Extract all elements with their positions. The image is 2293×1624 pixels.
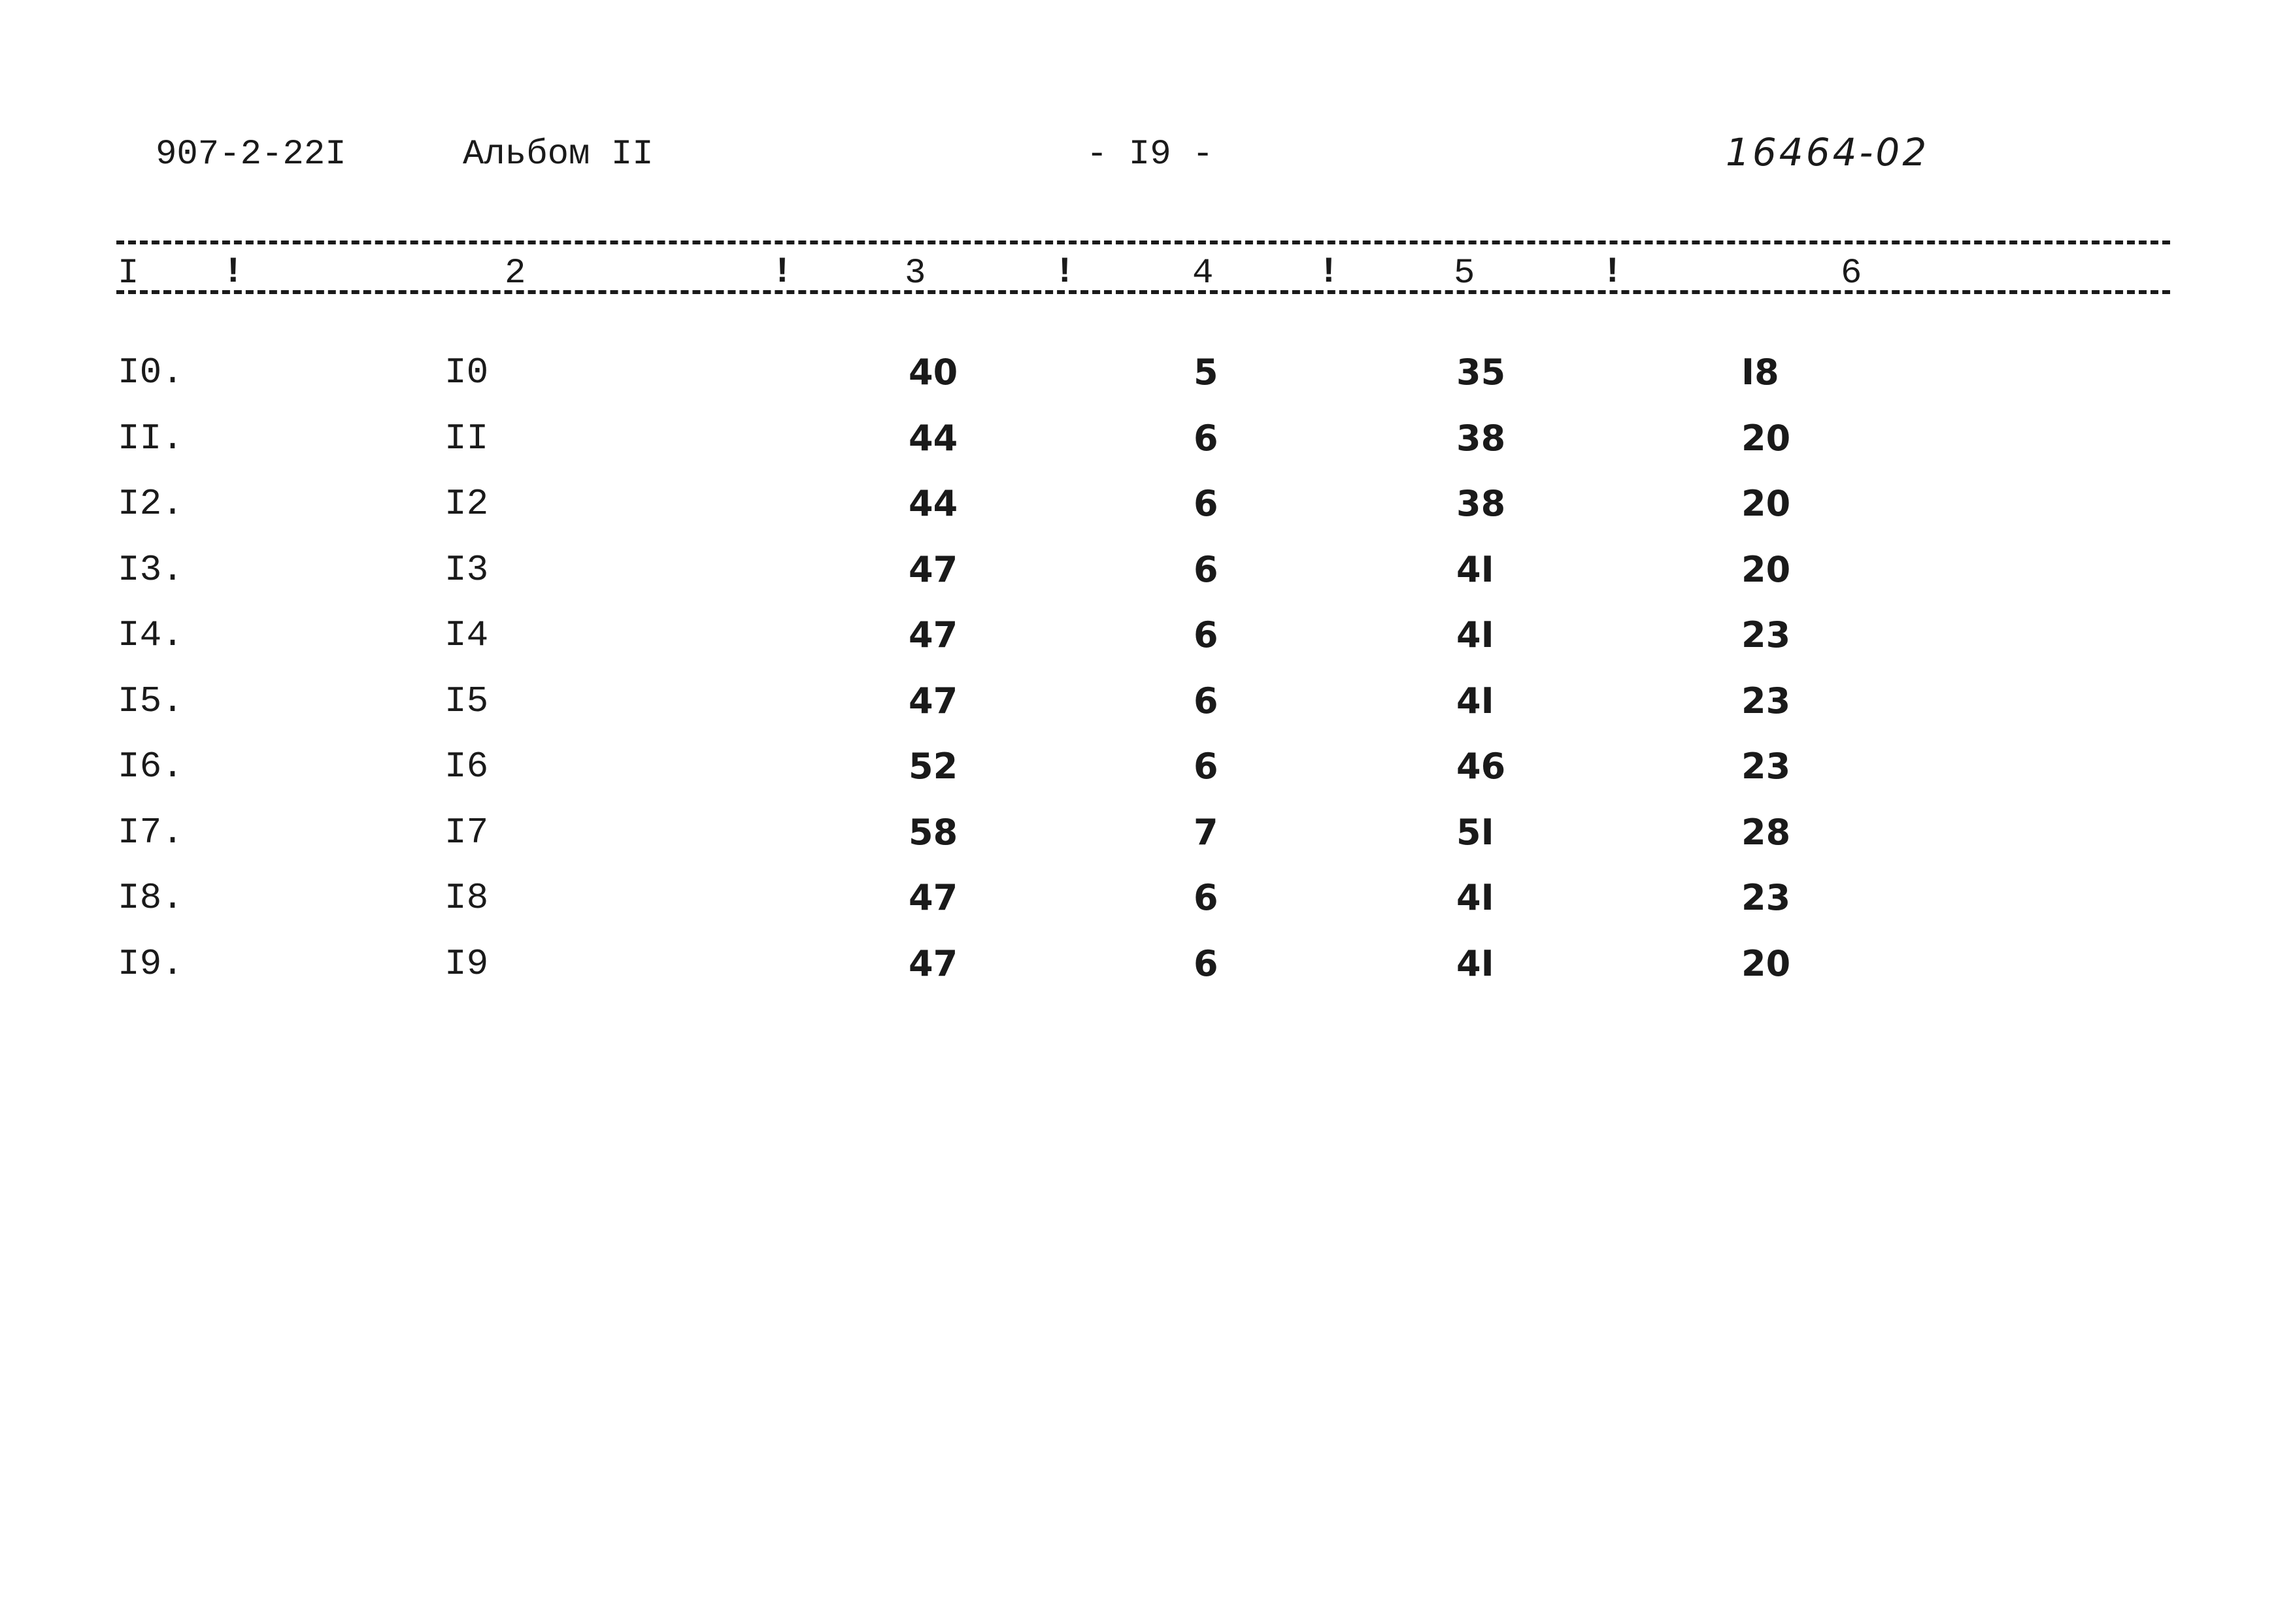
- cell-col-6: 28: [1741, 811, 1791, 853]
- column-separator: !: [771, 251, 794, 293]
- column-separator: !: [1318, 251, 1340, 293]
- cell-number: I7.: [118, 811, 184, 853]
- column-header-4: 4: [1192, 254, 1214, 293]
- column-header-3: 3: [905, 254, 926, 293]
- cell-col-6: 20: [1741, 942, 1791, 984]
- column-separator: !: [222, 251, 244, 293]
- cell-col-2: I0: [444, 352, 489, 393]
- cell-col-3: 47: [909, 877, 958, 918]
- cell-col-4: 6: [1194, 548, 1218, 590]
- cell-col-4: 5: [1194, 352, 1218, 393]
- table-row: [0, 877, 2293, 943]
- cell-col-6: 20: [1741, 483, 1791, 524]
- table-body: [0, 352, 2293, 1008]
- album-label: Альбом II: [463, 135, 654, 174]
- cell-number: I9.: [118, 942, 184, 985]
- cell-number: I4.: [118, 614, 184, 656]
- table-row: [0, 352, 2293, 418]
- table-row: [0, 418, 2293, 484]
- cell-col-6: 20: [1741, 548, 1791, 590]
- cell-col-4: 6: [1194, 746, 1218, 787]
- cell-number: I0.: [118, 352, 184, 393]
- document-code: 907-2-22I: [156, 135, 346, 174]
- cell-col-3: 47: [909, 680, 958, 721]
- cell-col-6: 23: [1741, 680, 1791, 721]
- cell-col-2: I9: [444, 942, 489, 985]
- cell-col-5: 4I: [1456, 548, 1494, 590]
- cell-number: I6.: [118, 746, 184, 787]
- cell-col-6: 23: [1741, 877, 1791, 918]
- cell-number: I5.: [118, 680, 184, 722]
- table-row: [0, 812, 2293, 878]
- table-row: [0, 746, 2293, 812]
- column-separator: !: [1054, 251, 1076, 293]
- cell-number: I3.: [118, 548, 184, 591]
- cell-col-2: I5: [444, 680, 489, 722]
- handwritten-document-id: 16464-02: [1726, 130, 1930, 174]
- cell-col-4: 7: [1194, 811, 1218, 853]
- cell-col-4: 6: [1194, 680, 1218, 721]
- cell-col-5: 4I: [1456, 614, 1494, 655]
- cell-col-5: 4I: [1456, 877, 1494, 918]
- cell-col-4: 6: [1194, 614, 1218, 655]
- table-header-bottom-rule: [116, 290, 2170, 294]
- column-header-6: 6: [1841, 254, 1862, 293]
- cell-col-3: 47: [909, 614, 958, 655]
- cell-col-5: 4I: [1456, 680, 1494, 721]
- cell-col-2: I3: [444, 548, 489, 591]
- cell-col-2: I8: [444, 877, 489, 919]
- cell-col-5: 35: [1456, 352, 1506, 393]
- cell-col-6: 23: [1741, 746, 1791, 787]
- table-header-top-rule: [116, 240, 2170, 244]
- cell-col-6: I8: [1741, 352, 1779, 393]
- table-row: [0, 943, 2293, 1009]
- cell-col-6: 20: [1741, 417, 1791, 459]
- cell-col-2: I4: [444, 614, 489, 656]
- page-number: - I9 -: [1086, 135, 1214, 174]
- cell-col-3: 47: [909, 942, 958, 984]
- cell-col-4: 6: [1194, 877, 1218, 918]
- column-header-5: 5: [1454, 254, 1475, 293]
- cell-number: I8.: [118, 877, 184, 919]
- column-header-2: 2: [505, 254, 526, 293]
- cell-col-3: 52: [909, 746, 958, 787]
- table-row: [0, 614, 2293, 680]
- column-header-1: I: [118, 254, 139, 293]
- cell-col-5: 38: [1456, 483, 1506, 524]
- cell-col-3: 47: [909, 548, 958, 590]
- cell-col-3: 44: [909, 417, 958, 459]
- cell-col-2: I6: [444, 746, 489, 787]
- cell-col-2: I7: [444, 811, 489, 853]
- cell-col-5: 5I: [1456, 811, 1494, 853]
- table-row: [0, 680, 2293, 746]
- table-row: [0, 549, 2293, 615]
- cell-col-5: 4I: [1456, 942, 1494, 984]
- cell-col-5: 46: [1456, 746, 1506, 787]
- cell-number: I2.: [118, 483, 184, 525]
- cell-col-5: 38: [1456, 417, 1506, 459]
- cell-col-4: 6: [1194, 483, 1218, 524]
- cell-col-3: 44: [909, 483, 958, 524]
- cell-col-4: 6: [1194, 942, 1218, 984]
- cell-number: II.: [118, 417, 184, 459]
- cell-col-6: 23: [1741, 614, 1791, 655]
- table-row: [0, 483, 2293, 549]
- cell-col-2: II: [444, 417, 489, 459]
- cell-col-3: 40: [909, 352, 958, 393]
- cell-col-4: 6: [1194, 417, 1218, 459]
- column-separator: !: [1601, 251, 1624, 293]
- cell-col-2: I2: [444, 483, 489, 525]
- cell-col-3: 58: [909, 811, 958, 853]
